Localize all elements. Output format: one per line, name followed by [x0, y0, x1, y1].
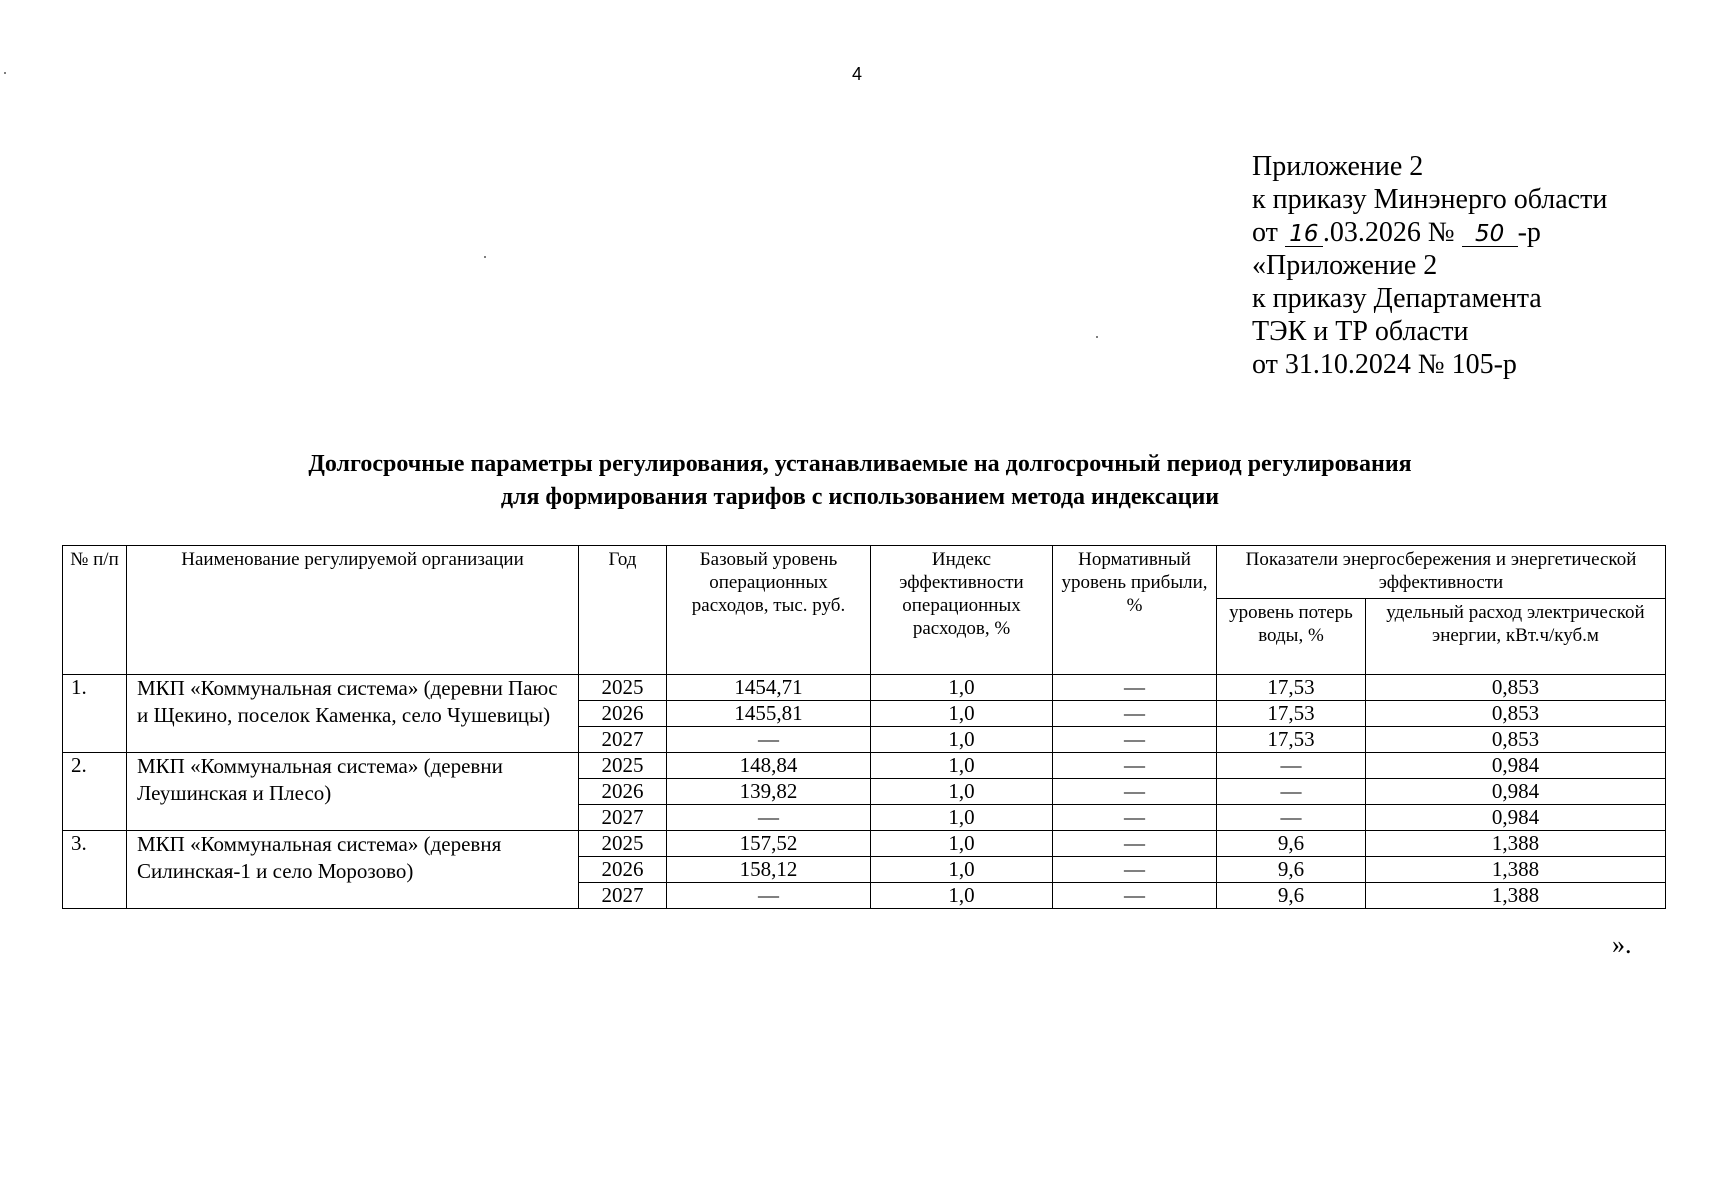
- organization-name: МКП «Коммунальная система» (деревни Леушинская и Плесо): [127, 753, 579, 831]
- profit-level-cell: —: [1053, 883, 1217, 909]
- profit-level-cell: —: [1053, 727, 1217, 753]
- profit-level-cell: —: [1053, 701, 1217, 727]
- title-line: Долгосрочные параметры регулирования, устанавливаемые на долгосрочный период регулирования: [308, 451, 1412, 477]
- row-number: 1.: [63, 675, 127, 753]
- order-number-suffix: -р: [1517, 217, 1541, 248]
- efficiency-index-cell: 1,0: [871, 857, 1053, 883]
- profit-level-cell: —: [1053, 805, 1217, 831]
- efficiency-index-cell: 1,0: [871, 831, 1053, 857]
- energy-consumption-cell: 1,388: [1366, 831, 1666, 857]
- year-cell: 2027: [579, 805, 667, 831]
- water-losses-cell: 17,53: [1217, 675, 1366, 701]
- water-losses-cell: —: [1217, 779, 1366, 805]
- water-losses-cell: 9,6: [1217, 857, 1366, 883]
- handwritten-order-number: 50: [1462, 222, 1518, 247]
- energy-consumption-cell: 0,853: [1366, 727, 1666, 753]
- year-cell: 2027: [579, 883, 667, 909]
- scan-speck: [1096, 336, 1098, 338]
- table-row: [63, 753, 1666, 779]
- order-date-prefix: от: [1252, 217, 1285, 248]
- energy-consumption-cell: 0,853: [1366, 675, 1666, 701]
- efficiency-index-cell: 1,0: [871, 883, 1053, 909]
- title-line: для формирования тарифов с использованием метода индексации: [500, 484, 1220, 510]
- appendix-line: Приложение 2: [1252, 151, 1424, 182]
- energy-consumption-cell: 0,984: [1366, 805, 1666, 831]
- header-energy-group: Показатели энергосбережения и энергетической эффективности: [1217, 546, 1666, 599]
- header-number: № п/п: [63, 546, 127, 675]
- order-date-middle: .03.2026 №: [1322, 217, 1462, 248]
- document-title: [0, 448, 1720, 514]
- base-opex-cell: —: [667, 883, 871, 909]
- profit-level-cell: —: [1053, 675, 1217, 701]
- header-year: Год: [579, 546, 667, 675]
- organization-name: МКП «Коммунальная система» (деревни Паюс и Щекино, поселок Каменка, село Чушевицы): [127, 675, 579, 753]
- appendix-order-line: [1252, 216, 1607, 249]
- base-opex-cell: —: [667, 805, 871, 831]
- year-cell: 2025: [579, 753, 667, 779]
- water-losses-cell: 9,6: [1217, 831, 1366, 857]
- year-cell: 2025: [579, 831, 667, 857]
- header-water-losses: уровень потерь воды, %: [1217, 599, 1366, 675]
- base-opex-cell: 1455,81: [667, 701, 871, 727]
- base-opex-cell: 148,84: [667, 753, 871, 779]
- organization-name: МКП «Коммунальная система» (деревня Силинская-1 и село Морозово): [127, 831, 579, 909]
- efficiency-index-cell: 1,0: [871, 805, 1053, 831]
- header-base-opex: Базовый уровень операционных расходов, тыс. руб.: [667, 546, 871, 675]
- row-number: 2.: [63, 753, 127, 831]
- appendix-line: «Приложение 2: [1252, 250, 1438, 281]
- profit-level-cell: —: [1053, 753, 1217, 779]
- scan-speck: [4, 72, 6, 74]
- table-row: [63, 675, 1666, 701]
- energy-consumption-cell: 1,388: [1366, 857, 1666, 883]
- header-organization: Наименование регулируемой организации: [127, 546, 579, 675]
- energy-consumption-cell: 0,984: [1366, 779, 1666, 805]
- appendix-line: от 31.10.2024 № 105-р: [1252, 349, 1517, 380]
- efficiency-index-cell: 1,0: [871, 779, 1053, 805]
- appendix-line: ТЭК и ТР области: [1252, 316, 1469, 347]
- year-cell: 2026: [579, 701, 667, 727]
- profit-level-cell: —: [1053, 779, 1217, 805]
- table-row: [63, 831, 1666, 857]
- closing-quote: ».: [1612, 930, 1632, 959]
- year-cell: 2027: [579, 727, 667, 753]
- water-losses-cell: —: [1217, 805, 1366, 831]
- base-opex-cell: 158,12: [667, 857, 871, 883]
- efficiency-index-cell: 1,0: [871, 701, 1053, 727]
- handwritten-day: 16: [1285, 222, 1323, 247]
- appendix-header: [1252, 150, 1607, 381]
- efficiency-index-cell: 1,0: [871, 727, 1053, 753]
- page-number: 4: [852, 64, 863, 84]
- water-losses-cell: 17,53: [1217, 727, 1366, 753]
- year-cell: 2025: [579, 675, 667, 701]
- scan-speck: [484, 256, 486, 258]
- year-cell: 2026: [579, 857, 667, 883]
- energy-consumption-cell: 0,853: [1366, 701, 1666, 727]
- base-opex-cell: 139,82: [667, 779, 871, 805]
- profit-level-cell: —: [1053, 857, 1217, 883]
- header-efficiency-index: Индекс эффективности операционных расходов, %: [871, 546, 1053, 675]
- efficiency-index-cell: 1,0: [871, 753, 1053, 779]
- base-opex-cell: 157,52: [667, 831, 871, 857]
- energy-consumption-cell: 1,388: [1366, 883, 1666, 909]
- water-losses-cell: 9,6: [1217, 883, 1366, 909]
- water-losses-cell: —: [1217, 753, 1366, 779]
- header-energy-consumption: удельный расход электрической энергии, кВт.ч/куб.м: [1366, 599, 1666, 675]
- profit-level-cell: —: [1053, 831, 1217, 857]
- appendix-line: к приказу Минэнерго области: [1252, 184, 1608, 215]
- efficiency-index-cell: 1,0: [871, 675, 1053, 701]
- header-profit-level: Нормативный уровень прибыли, %: [1053, 546, 1217, 675]
- base-opex-cell: 1454,71: [667, 675, 871, 701]
- base-opex-cell: —: [667, 727, 871, 753]
- parameters-table: [62, 545, 1666, 909]
- appendix-line: к приказу Департамента: [1252, 283, 1542, 314]
- table-body: [63, 675, 1666, 909]
- energy-consumption-cell: 0,984: [1366, 753, 1666, 779]
- year-cell: 2026: [579, 779, 667, 805]
- water-losses-cell: 17,53: [1217, 701, 1366, 727]
- row-number: 3.: [63, 831, 127, 909]
